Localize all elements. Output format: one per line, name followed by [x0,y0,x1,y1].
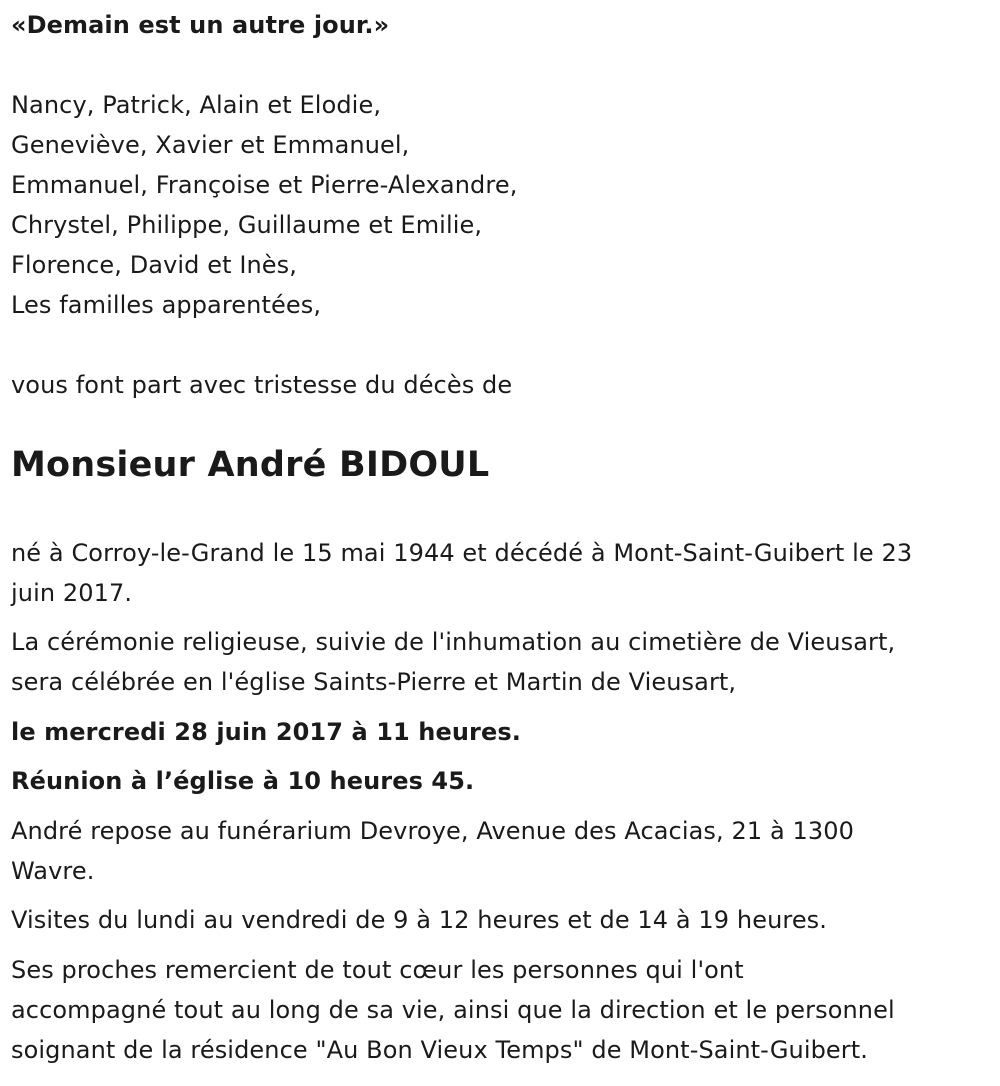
deceased-name: Monsieur André BIDOUL [11,445,490,485]
funeral-home-line-2: Wavre. [11,857,95,885]
thanks-line-2: accompagné tout au long de sa vie, ainsi que la direction et le personnel [11,996,895,1024]
ceremony-date: le mercredi 28 juin 2017 à 11 heures. [11,718,521,746]
funeral-home-line-1: André repose au funérarium Devroye, Avenue des Acacias, 21 à 1300 [11,817,854,845]
birth-death-line-2: juin 2017. [11,579,133,607]
announcement-text: vous font part avec tristesse du décès de [11,371,513,399]
thanks-line-1: Ses proches remercient de tout cœur les personnes qui l'ont [11,956,744,984]
family-line-3: Emmanuel, Françoise et Pierre-Alexandre, [11,171,518,199]
family-line-2: Geneviève, Xavier et Emmanuel, [11,131,410,159]
family-line-1: Nancy, Patrick, Alain et Elodie, [11,91,382,119]
ceremony-line-1: La cérémonie religieuse, suivie de l'inhumation au cimetière de Vieusart, [11,628,896,656]
family-line-4: Chrystel, Philippe, Guillaume et Emilie, [11,211,483,239]
birth-death-line-1: né à Corroy-le-Grand le 15 mai 1944 et décédé à Mont-Saint-Guibert le 23 [11,539,913,567]
thanks-line-3: soignant de la résidence "Au Bon Vieux Temps" de Mont-Saint-Guibert. [11,1036,869,1064]
ceremony-line-2: sera célébrée en l'église Saints-Pierre et Martin de Vieusart, [11,668,737,696]
family-line-6: Les familles apparentées, [11,291,322,319]
epigraph-quote: «Demain est un autre jour.» [11,11,390,39]
meeting-time: Réunion à l’église à 10 heures 45. [11,767,475,795]
visiting-hours: Visites du lundi au vendredi de 9 à 12 heures et de 14 à 19 heures. [11,906,828,934]
family-line-5: Florence, David et Inès, [11,251,298,279]
